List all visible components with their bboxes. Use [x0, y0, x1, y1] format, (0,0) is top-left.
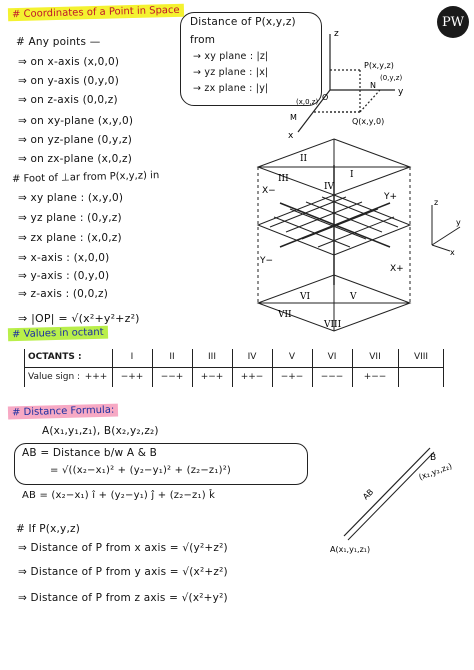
x-minus-label: X− [262, 186, 276, 196]
mini-axes-diagram [420, 195, 466, 255]
origin-label: O [322, 93, 329, 102]
foot-item-3: ⇒ zx plane : (x,0,z) [18, 232, 122, 244]
octant-planes-diagram [250, 135, 420, 340]
octant-value-1: +++ [84, 372, 108, 382]
ab-diagram-a: A(x₁,y₁,z₁) [330, 545, 371, 554]
octant-bottom-3: VII [278, 310, 292, 320]
op-formula: ⇒ |OP| = √(x²+y²+z²) [18, 312, 140, 325]
any-points-heading: # Any points — [16, 36, 101, 48]
octant-table [24, 349, 444, 387]
octant-header-3: III [208, 352, 216, 362]
col-sep-4 [232, 349, 233, 387]
y-plus-label: Y+ [384, 192, 398, 202]
foot-item-1: ⇒ xy plane : (x,y,0) [18, 192, 124, 204]
mini-axis-y: y [456, 218, 461, 227]
octant-header-5: V [288, 352, 296, 362]
distance-box-title: Distance of P(x,y,z) [190, 16, 296, 28]
point-n-label: N [370, 81, 376, 90]
logo-text: PW [441, 14, 465, 30]
table-right-border [443, 349, 444, 387]
octant-value-3: −−+ [160, 372, 184, 382]
foot-item-5: ⇒ y-axis : (0,y,0) [18, 270, 110, 282]
axis-label-x: x [288, 131, 294, 140]
octant-header-4: IV [247, 352, 257, 362]
octant-top-2: I [350, 170, 354, 180]
points-item-6: ⇒ on zx-plane (x,0,z) [18, 153, 133, 165]
distance-formula-heading: # Distance Formula: [8, 404, 119, 420]
distance-item-3: ⇒ Distance of P from z axis = √(x²+y²) [18, 592, 228, 604]
octant-value-5: ++− [240, 372, 264, 382]
point-yz-label: (0,y,z) [380, 74, 403, 82]
col-sep-1 [112, 349, 113, 387]
if-p-heading: # If P(x,y,z) [16, 523, 81, 535]
col-sep-7 [352, 349, 353, 387]
octant-header-2: II [169, 352, 175, 362]
mini-axis-z: z [434, 198, 439, 207]
distance-box-row-2: → yz plane : |x| [193, 67, 269, 78]
x-plus-label: X+ [390, 264, 404, 274]
col-sep-3 [192, 349, 193, 387]
point-p-label: P(x,y,z) [364, 61, 394, 70]
points-item-2: ⇒ on y-axis (0,y,0) [18, 75, 119, 87]
octant-bottom-2: V [350, 292, 357, 302]
octant-top-3: III [278, 174, 289, 184]
octant-value-4: +−+ [200, 372, 224, 382]
axis-label-z: z [334, 29, 339, 39]
axis-label-y: y [398, 87, 404, 97]
foot-heading: # Foot of ⊥ar from P(x,y,z) in [11, 170, 160, 185]
col-sep-2 [152, 349, 153, 387]
octant-value-6: −+− [280, 372, 304, 382]
foot-item-4: ⇒ x-axis : (x,0,0) [18, 252, 110, 264]
distance-box-row-3: → zx plane : |y| [193, 83, 269, 94]
coordinate-axes-diagram [270, 20, 470, 140]
octant-top-4: IV [324, 182, 335, 192]
octant-header-7: VII [369, 352, 381, 362]
octant-header-label: OCTANTS : [28, 352, 82, 362]
octant-header-8: VIII [413, 352, 429, 362]
col-sep-8 [398, 349, 399, 387]
octant-top-1: II [300, 154, 308, 164]
foot-item-2: ⇒ yz plane : (0,y,z) [18, 212, 122, 224]
distance-item-2: ⇒ Distance of P from y axis = √(x²+z²) [18, 566, 228, 578]
table-divider [24, 367, 444, 368]
ab-diagram-b-coords: (x₂,y₂,z₂) [417, 461, 454, 482]
points-item-4: ⇒ on xy-plane (x,y,0) [18, 115, 134, 127]
octant-value-8: +−− [363, 372, 387, 382]
octant-value-label: Value sign : [28, 372, 81, 382]
distance-box-from: from [190, 34, 216, 46]
octant-value-2: −++ [120, 372, 144, 382]
point-q-label: Q(x,y,0) [352, 117, 385, 126]
foot-item-6: ⇒ z-axis : (0,0,z) [18, 288, 109, 300]
octant-heading: # Values in octant [8, 326, 108, 342]
points-item-3: ⇒ on z-axis (0,0,z) [18, 94, 118, 106]
y-minus-label: Y− [260, 256, 274, 266]
ab-diagram-ab: AB [361, 487, 376, 502]
ab-line-1: AB = Distance b/w A & B [22, 447, 158, 459]
ab-line-diagram [320, 440, 470, 570]
ab-line-2: = √((x₂−x₁)² + (y₂−y₁)² + (z₂−z₁)²) [50, 465, 231, 476]
distance-item-1: ⇒ Distance of P from x axis = √(y²+z²) [18, 542, 228, 554]
octant-header-1: I [130, 352, 134, 362]
points-item-1: ⇒ on x-axis (x,0,0) [18, 56, 120, 68]
distance-points: A(x₁,y₁,z₁), B(x₂,y₂,z₂) [42, 425, 159, 437]
distance-box-row-1: → xy plane : |z| [193, 51, 269, 62]
octant-bottom-1: VI [300, 292, 311, 302]
col-sep-5 [272, 349, 273, 387]
ab-diagram-b: B [430, 453, 437, 463]
octant-header-6: VI [327, 352, 337, 362]
octant-value-7: −−− [320, 372, 344, 382]
col-sep-6 [312, 349, 313, 387]
ab-vector: AB = (x₂−x₁) î + (y₂−y₁) ĵ + (z₂−z₁) k̂ [22, 490, 216, 501]
point-m-label: M [290, 113, 297, 122]
points-item-5: ⇒ on yz-plane (0,y,z) [18, 134, 133, 146]
table-left-border [24, 349, 25, 387]
mini-axis-x: x [450, 248, 455, 255]
heading-coordinates: # Coordinates of a Point in Space [8, 4, 184, 22]
octant-bottom-4: VIII [324, 320, 342, 330]
point-xz-label: (x,0,z) [296, 98, 319, 106]
